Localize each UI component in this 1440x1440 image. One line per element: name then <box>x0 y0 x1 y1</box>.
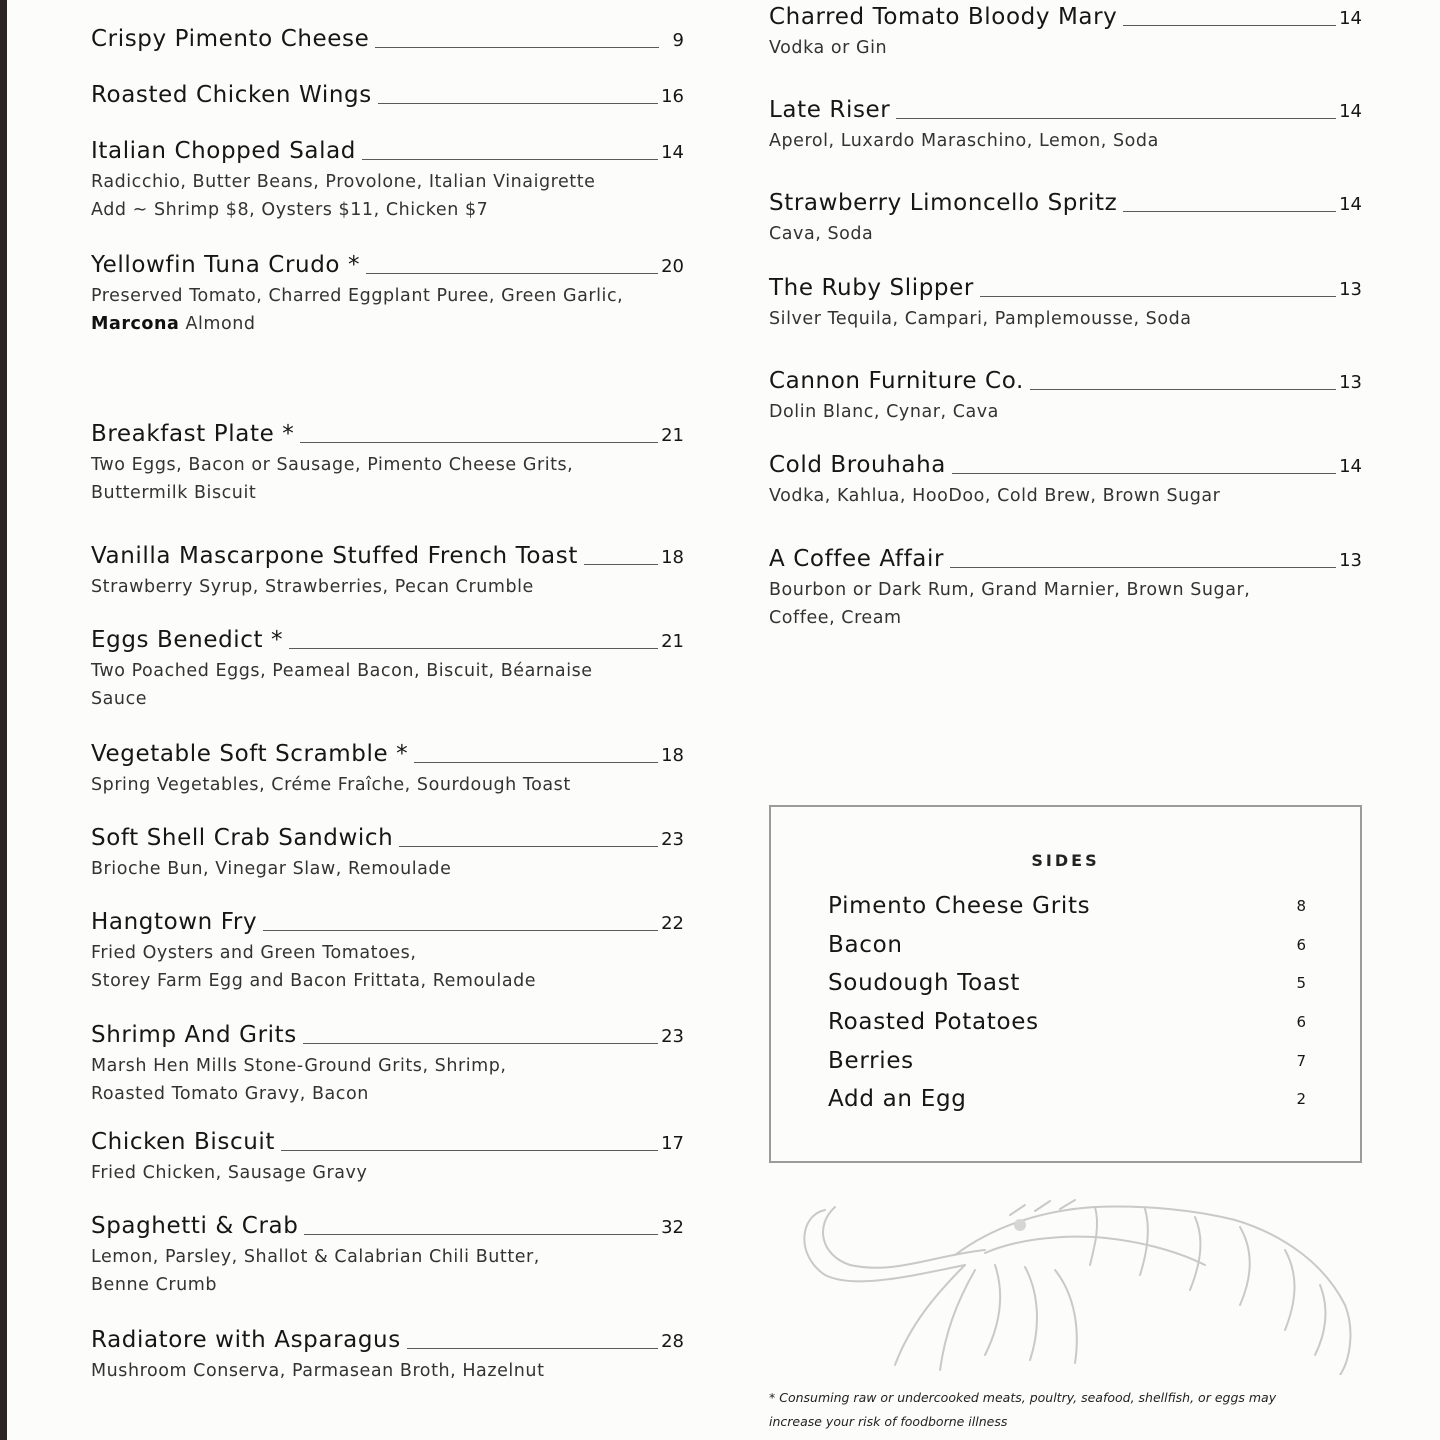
leader-line <box>950 567 1336 568</box>
menu-item <box>769 366 1362 426</box>
item-description: Roasted Tomato Gravy, Bacon <box>91 1084 369 1104</box>
item-description-bold: Marcona <box>91 314 180 334</box>
menu-item <box>91 823 684 883</box>
item-description: Spring Vegetables, Créme Fraîche, Sourdough Toast <box>91 775 571 795</box>
item-price: 14 <box>1339 8 1362 29</box>
item-name: Shrimp And Grits <box>91 1022 297 1048</box>
item-description: Dolin Blanc, Cynar, Cava <box>769 402 999 422</box>
side-item <box>828 1086 1306 1112</box>
item-description: Benne Crumb <box>91 1275 217 1295</box>
leader-line <box>378 103 658 104</box>
menu-item <box>91 739 684 799</box>
item-name: Roasted Chicken Wings <box>91 82 372 108</box>
item-price: 13 <box>1339 550 1362 571</box>
item-price: 14 <box>1339 194 1362 215</box>
item-price: 23 <box>661 829 684 850</box>
item-price: 14 <box>661 142 684 163</box>
item-price: 9 <box>672 30 684 51</box>
leader-line <box>375 47 659 48</box>
item-description: Cava, Soda <box>769 224 874 244</box>
item-name: Late Riser <box>769 97 891 123</box>
side-name: Pimento Cheese Grits <box>828 893 1091 919</box>
leader-line <box>1123 25 1336 26</box>
menu-item <box>769 544 1362 632</box>
item-description: Coffee, Cream <box>769 608 902 628</box>
side-price: 5 <box>1296 974 1306 992</box>
leader-line <box>584 564 658 565</box>
item-name: Cannon Furniture Co. <box>769 368 1024 394</box>
item-price: 32 <box>661 1217 684 1238</box>
menu-item <box>91 625 684 713</box>
menu-item <box>91 907 684 995</box>
item-description: Silver Tequila, Campari, Pamplemousse, Soda <box>769 309 1192 329</box>
leader-line <box>980 296 1336 297</box>
item-description: Buttermilk Biscuit <box>91 483 257 503</box>
item-name: A Coffee Affair <box>769 546 945 572</box>
menu-item <box>769 2 1362 62</box>
side-price: 2 <box>1296 1090 1306 1108</box>
item-name: Cold Brouhaha <box>769 452 946 478</box>
item-description: Vodka, Kahlua, HooDoo, Cold Brew, Brown Sugar <box>769 486 1221 506</box>
side-name: Berries <box>828 1048 914 1074</box>
leader-line <box>952 473 1336 474</box>
item-description: Aperol, Luxardo Maraschino, Lemon, Soda <box>769 131 1159 151</box>
item-name: Vegetable Soft Scramble * <box>91 741 409 767</box>
item-price: 17 <box>661 1133 684 1154</box>
leader-line <box>366 273 658 274</box>
menu-item <box>91 136 684 224</box>
shrimp-illustration <box>795 1195 1370 1375</box>
item-price: 28 <box>661 1331 684 1352</box>
item-description: Two Eggs, Bacon or Sausage, Pimento Cheese Grits, <box>91 455 574 475</box>
item-price: 13 <box>1339 279 1362 300</box>
item-price: 14 <box>1339 456 1362 477</box>
leader-line <box>1123 211 1336 212</box>
side-name: Bacon <box>828 932 903 958</box>
item-description: Sauce <box>91 689 148 709</box>
menu-item <box>91 250 684 338</box>
item-price: 20 <box>661 256 684 277</box>
side-price: 6 <box>1296 1013 1306 1031</box>
page-edge <box>0 0 7 1440</box>
item-name: Chicken Biscuit <box>91 1129 275 1155</box>
side-price: 6 <box>1296 936 1306 954</box>
item-description: Fried Chicken, Sausage Gravy <box>91 1163 368 1183</box>
leader-line <box>407 1348 658 1349</box>
menu-item <box>769 95 1362 155</box>
menu-item <box>91 419 684 507</box>
item-name: Crispy Pimento Cheese <box>91 26 370 52</box>
item-description: Radicchio, Butter Beans, Provolone, Italian Vinaigrette <box>91 172 596 192</box>
item-price: 18 <box>661 745 684 766</box>
item-description: Lemon, Parsley, Shallot & Calabrian Chili Butter, <box>91 1247 540 1267</box>
item-description <box>91 310 684 338</box>
item-price: 21 <box>661 631 684 652</box>
item-price: 23 <box>661 1026 684 1047</box>
item-name: Eggs Benedict * <box>91 627 284 653</box>
sides-title: SIDES <box>1031 851 1100 870</box>
item-description: Vodka or Gin <box>769 38 888 58</box>
leader-line <box>263 930 658 931</box>
item-name: Vanilla Mascarpone Stuffed French Toast <box>91 543 578 569</box>
side-price: 8 <box>1296 897 1306 915</box>
side-item <box>828 1009 1306 1035</box>
item-name: Strawberry Limoncello Spritz <box>769 190 1118 216</box>
menu-item <box>91 1211 684 1299</box>
item-price: 22 <box>661 913 684 934</box>
menu-item <box>91 1127 684 1187</box>
item-description: Mushroom Conserva, Parmasean Broth, Hazelnut <box>91 1361 545 1381</box>
leader-line <box>1030 389 1336 390</box>
item-description: Bourbon or Dark Rum, Grand Marnier, Brown Sugar, <box>769 580 1251 600</box>
leader-line <box>303 1043 658 1044</box>
menu-item <box>769 450 1362 510</box>
item-name: Radiatore with Asparagus <box>91 1327 401 1353</box>
item-name: The Ruby Slipper <box>769 275 974 301</box>
item-description: Fried Oysters and Green Tomatoes, <box>91 943 417 963</box>
leader-line <box>289 648 658 649</box>
item-name: Yellowfin Tuna Crudo * <box>91 252 361 278</box>
item-price: 14 <box>1339 101 1362 122</box>
item-name: Soft Shell Crab Sandwich <box>91 825 394 851</box>
item-description: Preserved Tomato, Charred Eggplant Puree, Green Garlic, <box>91 286 624 306</box>
item-description: Strawberry Syrup, Strawberries, Pecan Crumble <box>91 577 534 597</box>
menu-item <box>769 273 1362 333</box>
item-name: Charred Tomato Bloody Mary <box>769 4 1118 30</box>
menu-item <box>91 24 684 54</box>
menu-item <box>91 1325 684 1385</box>
side-name: Roasted Potatoes <box>828 1009 1039 1035</box>
leader-line <box>304 1234 658 1235</box>
side-item <box>828 970 1306 996</box>
menu-item <box>91 80 684 110</box>
footnote-line: * Consuming raw or undercooked meats, poultry, seafood, shellfish, or eggs may <box>769 1390 1277 1405</box>
item-price: 21 <box>661 425 684 446</box>
item-description-tail: Almond <box>179 314 256 334</box>
menu-item <box>91 541 684 601</box>
item-price: 13 <box>1339 372 1362 393</box>
item-name: Hangtown Fry <box>91 909 258 935</box>
item-price: 18 <box>661 547 684 568</box>
item-name: Italian Chopped Salad <box>91 138 357 164</box>
footnote-line: increase your risk of foodborne illness <box>769 1414 1008 1429</box>
leader-line <box>399 846 658 847</box>
menu-item <box>769 188 1362 248</box>
sides-box <box>769 805 1362 1163</box>
item-description: Two Poached Eggs, Peameal Bacon, Biscuit, Béarnaise <box>91 661 593 681</box>
leader-line <box>300 442 658 443</box>
leader-line <box>362 159 658 160</box>
side-item <box>828 932 1306 958</box>
leader-line <box>281 1150 658 1151</box>
leader-line <box>414 762 658 763</box>
item-description: Brioche Bun, Vinegar Slaw, Remoulade <box>91 859 452 879</box>
item-description: Storey Farm Egg and Bacon Frittata, Remoulade <box>91 971 537 991</box>
item-price: 16 <box>661 86 684 107</box>
item-name: Breakfast Plate * <box>91 421 295 447</box>
side-name: Soudough Toast <box>828 970 1021 996</box>
side-item <box>828 1048 1306 1074</box>
footnote <box>769 1386 1359 1434</box>
side-name: Add an Egg <box>828 1086 967 1112</box>
item-description: Marsh Hen Mills Stone-Ground Grits, Shrimp, <box>91 1056 507 1076</box>
side-price: 7 <box>1296 1052 1306 1070</box>
menu-item <box>91 1020 684 1108</box>
side-item <box>828 893 1306 919</box>
item-description: Add ~ Shrimp $8, Oysters $11, Chicken $7 <box>91 200 489 220</box>
leader-line <box>896 118 1336 119</box>
item-name: Spaghetti & Crab <box>91 1213 299 1239</box>
